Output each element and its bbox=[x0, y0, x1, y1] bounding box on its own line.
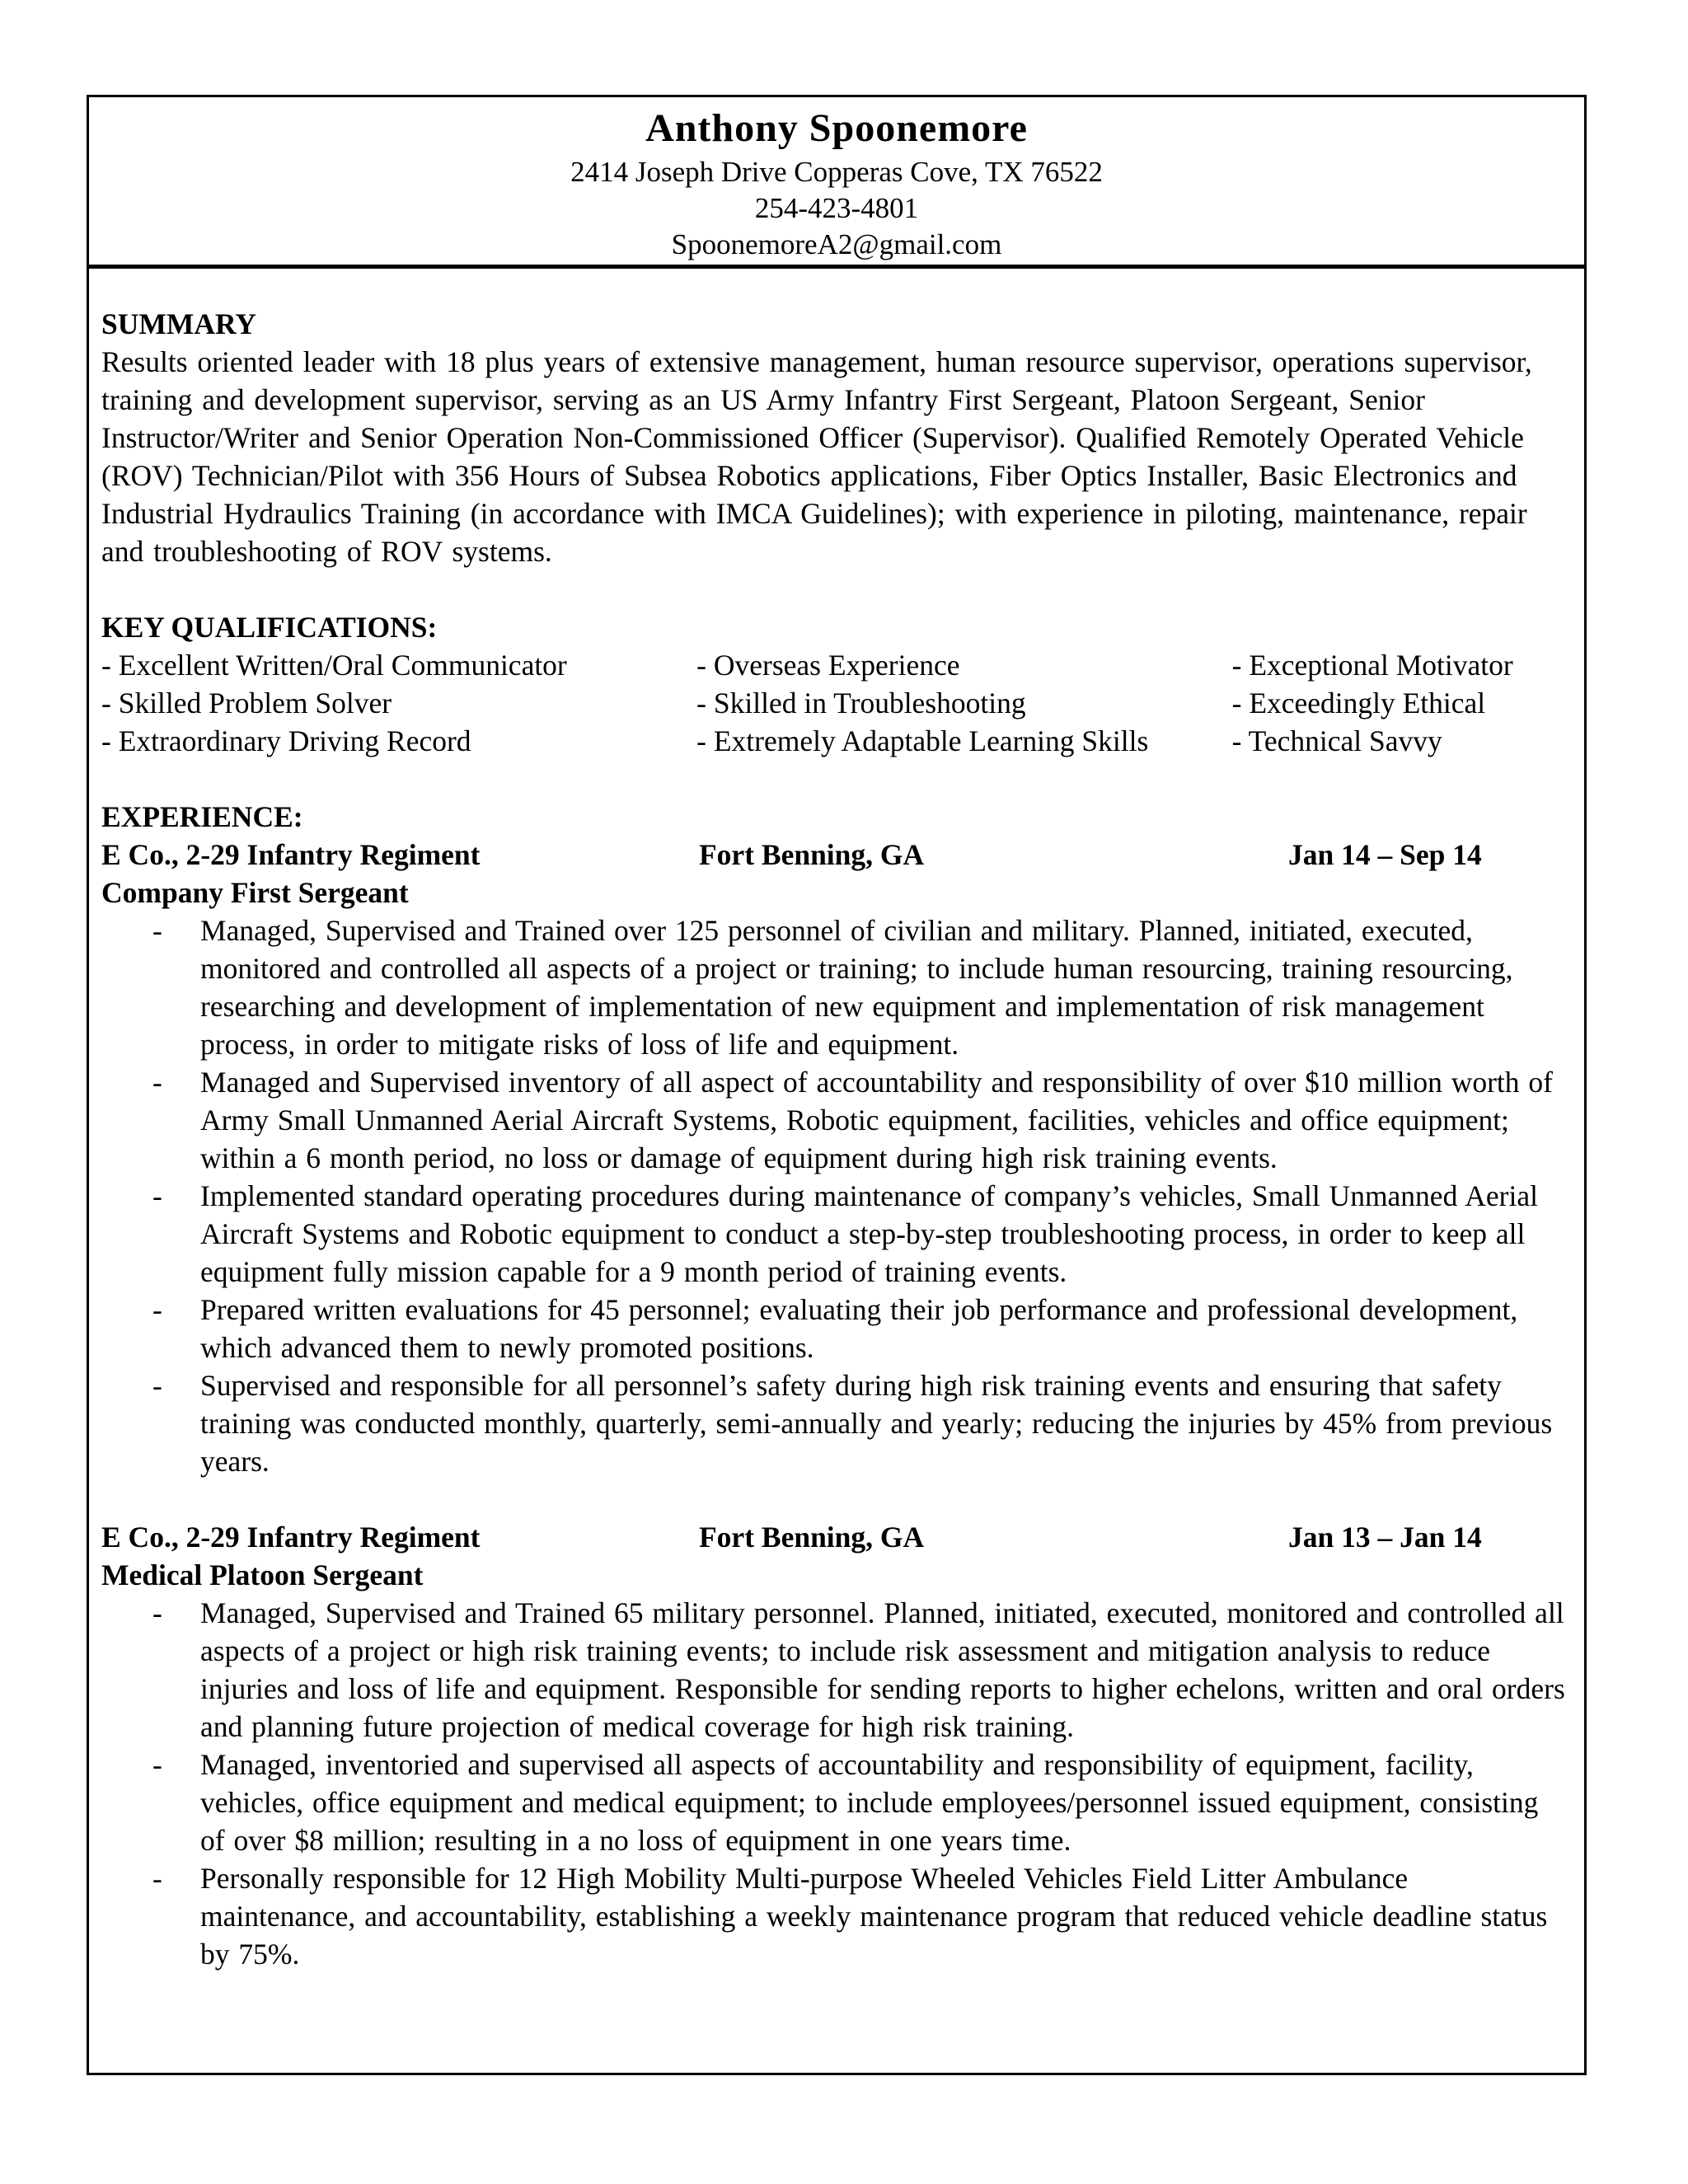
qualification-item: - Extremely Adaptable Learning Skills bbox=[696, 724, 1149, 757]
job-bullet: - Managed, inventoried and supervised all aspects of accountability and responsibility of equipment, facility, vehicles, office equipment and medical equipment; to include employees/personnel issued equipment, consisting of over $8 million; resulting in a no loss of equipment in one years time. bbox=[152, 1748, 1539, 1857]
summary-text: Results oriented leader with 18 plus years of extensive management, human resource supervisor, operations supervisor, training and development supervisor, serving as an US Army Infantry First Sergeant, Platoon Sergeant, Senior Instructor/Writer and Senior Operation Non-Commissioned Officer (Supervisor). Qualified Remotely Operated Vehicle (ROV) Technician/Pilot with 356 Hours of Subsea Robotics applications, Fiber Optics Installer, Basic Electronics and Industrial Hydraulics Training (in accordance with IMCA Guidelines); with experience in piloting, maintenance, repair and troubleshooting of ROV systems. bbox=[101, 345, 1532, 568]
job-bullet: - Prepared written evaluations for 45 personnel; evaluating their job performance and professional development, which advanced them to newly promoted positions. bbox=[152, 1293, 1518, 1364]
qualification-item: - Overseas Experience bbox=[696, 649, 960, 682]
job-header bbox=[101, 1518, 1577, 1556]
qualification-item: - Technical Savvy bbox=[1231, 724, 1442, 757]
qualifications-heading: KEY QUALIFICATIONS: bbox=[101, 611, 438, 644]
job-entry bbox=[101, 1518, 1577, 1973]
job-title: Medical Platoon Sergeant bbox=[101, 1558, 424, 1591]
job-entry bbox=[101, 836, 1577, 1480]
qualification-item: - Excellent Written/Oral Communicator bbox=[101, 649, 567, 682]
job-title: Company First Sergeant bbox=[101, 876, 409, 909]
job-bullet: - Supervised and responsible for all personnel’s safety during high risk training events and ensuring that safety training was conducted monthly, quarterly, semi-annually and yearly; reducing the injuries by 45% from previous years. bbox=[152, 1369, 1553, 1478]
job-bullet: - Implemented standard operating procedures during maintenance of company’s vehicles, Small Unmanned Aerial Aircraft Systems and Robotic equipment to conduct a step-by-step troubleshooting process, in order to keep all equipment fully mission capable for a 9 month period of training events. bbox=[152, 1179, 1538, 1288]
job-bullet: - Managed and Supervised inventory of all aspect of accountability and responsibility of over $10 million worth of Army Small Unmanned Aerial Aircraft Systems, Robotic equipment, facilities, vehicles and office equipment; within a 6 month period, no loss or damage of equipment during high risk training events. bbox=[152, 1066, 1553, 1174]
phone-number: 254-423-4801 bbox=[754, 192, 919, 224]
qualification-item: - Exceedingly Ethical bbox=[1231, 687, 1486, 719]
address: 2414 Joseph Drive Copperas Cove, TX 76522 bbox=[570, 156, 1103, 188]
email-address: SpoonemoreA2@gmail.com bbox=[671, 228, 1002, 260]
resume-body bbox=[101, 305, 1577, 1973]
qualification-item: - Extraordinary Driving Record bbox=[101, 724, 471, 757]
qualification-item: - Skilled Problem Solver bbox=[101, 687, 392, 719]
job-unit: E Co., 2-29 Infantry Regiment bbox=[101, 1521, 481, 1554]
summary-heading: SUMMARY bbox=[101, 307, 257, 340]
job-location: Fort Benning, GA bbox=[699, 838, 925, 871]
experience-heading: EXPERIENCE: bbox=[101, 800, 303, 833]
qualification-item: - Exceptional Motivator bbox=[1231, 649, 1513, 682]
qualification-row bbox=[101, 646, 1577, 684]
job-dates: Jan 13 – Jan 14 bbox=[1288, 1521, 1482, 1554]
job-dates: Jan 14 – Sep 14 bbox=[1288, 838, 1482, 871]
resume-page bbox=[87, 95, 1587, 2075]
job-bullet-list bbox=[101, 912, 1577, 1480]
candidate-name: Anthony Spoonemore bbox=[645, 106, 1028, 150]
resume-header bbox=[89, 97, 1584, 269]
qualification-item: - Skilled in Troubleshooting bbox=[696, 687, 1026, 719]
job-unit: E Co., 2-29 Infantry Regiment bbox=[101, 838, 481, 871]
job-bullet-list bbox=[101, 1594, 1577, 1973]
job-header bbox=[101, 836, 1577, 874]
qualification-row bbox=[101, 684, 1577, 722]
job-location: Fort Benning, GA bbox=[699, 1521, 925, 1554]
qualification-row bbox=[101, 722, 1577, 760]
job-bullet: - Managed, Supervised and Trained 65 military personnel. Planned, initiated, executed, monitored and controlled all aspects of a project or high risk training events; to include risk assessment and mitigation analysis to reduce injuries and loss of life and equipment. Responsible for sending reports to higher echelons, written and oral orders and planning future projection of medical coverage for high risk training. bbox=[152, 1596, 1565, 1743]
job-bullet: - Personally responsible for 12 High Mobility Multi-purpose Wheeled Vehicles Field Litter Ambulance maintenance, and accountability, establishing a weekly maintenance program that reduced vehicle deadline status by 75%. bbox=[152, 1862, 1548, 1971]
job-bullet: - Managed, Supervised and Trained over 125 personnel of civilian and military. Planned, initiated, executed, monitored and controlled all aspects of a project or training; to include human resourcing, training resourcing, researching and development of implementation of new equipment and implementation of risk management process, in order to mitigate risks of loss of life and equipment. bbox=[152, 914, 1513, 1061]
